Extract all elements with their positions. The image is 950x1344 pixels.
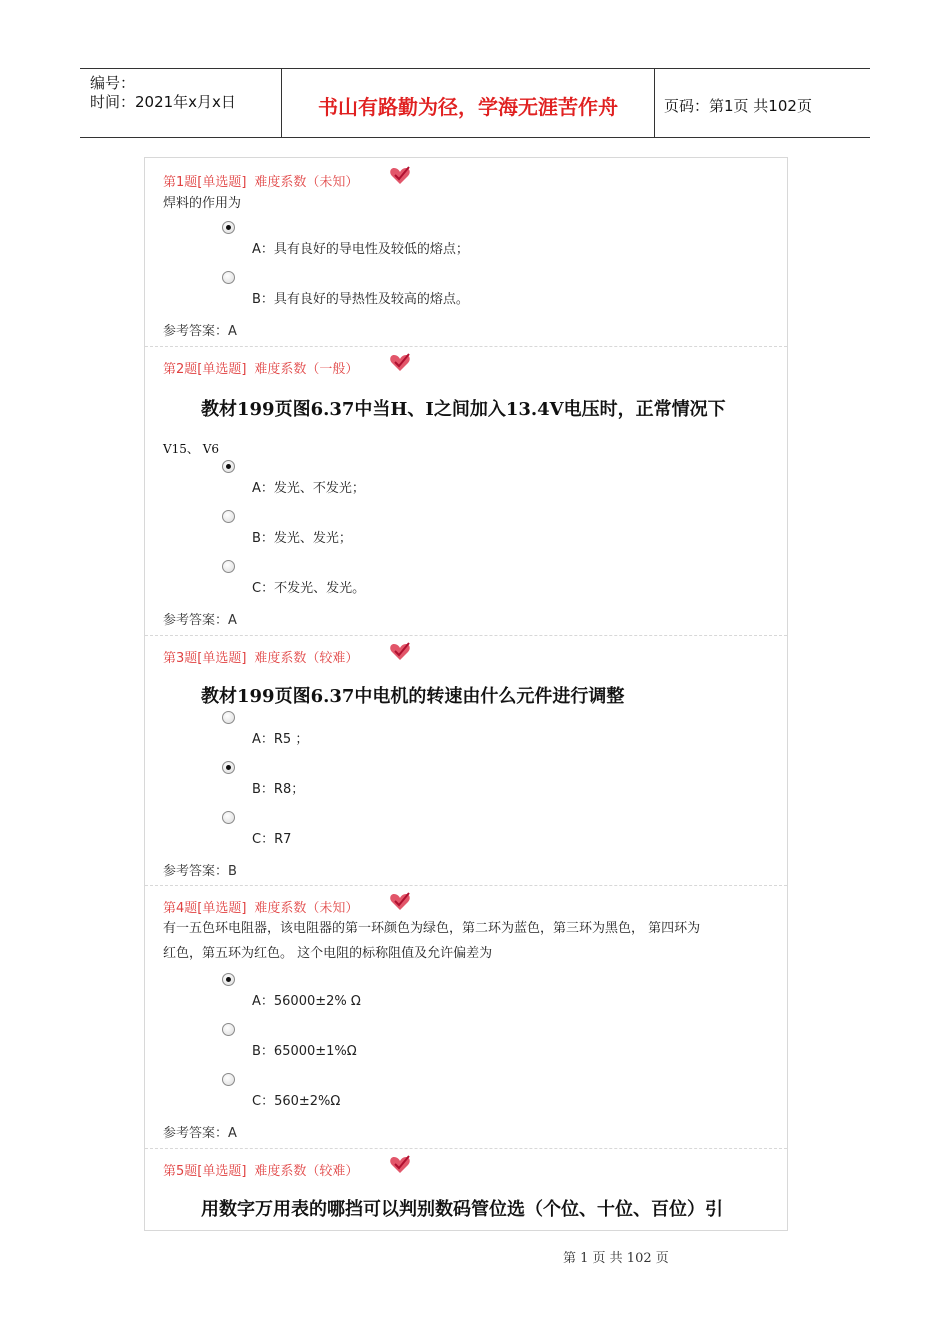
option-a-label: A：R5 ； xyxy=(252,732,309,747)
header-time-label: 时间：2021年x月x日 xyxy=(90,93,236,111)
option-b-radio[interactable] xyxy=(222,761,235,774)
difficulty-label: 难度系数（未知） xyxy=(254,175,359,190)
heart-check-icon xyxy=(389,1155,411,1175)
option-c-radio[interactable] xyxy=(222,1073,235,1086)
option-a-radio[interactable] xyxy=(222,711,235,724)
question-text: 焊料的作用为 xyxy=(163,196,242,211)
reference-answer: 参考答案：A xyxy=(163,324,237,339)
option-c-radio[interactable] xyxy=(222,560,235,573)
question-2 xyxy=(145,347,787,636)
question-text: 教材199页图6.37中当H、I之间加入13.4V电压时，正常情况下 xyxy=(201,399,726,420)
page-footer: 第 1 页 共 102 页 xyxy=(563,1251,669,1266)
option-b-radio[interactable] xyxy=(222,510,235,523)
question-3 xyxy=(145,636,787,886)
option-c-radio[interactable] xyxy=(222,811,235,824)
heart-check-icon xyxy=(389,892,411,912)
option-a-label: A：发光、不发光； xyxy=(252,481,365,496)
question-list xyxy=(144,157,788,1231)
question-header xyxy=(163,171,358,190)
header-page-info: 页码：第1页 共102页 xyxy=(664,97,812,115)
option-b-radio[interactable] xyxy=(222,271,235,284)
question-text-continued: 红色，第五环为红色。 这个电阻的标称阻值及允许偏差为 xyxy=(163,946,493,961)
option-a-radio[interactable] xyxy=(222,221,235,234)
difficulty-label: 难度系数（较难） xyxy=(254,651,359,666)
option-c-label: C：560±2%Ω xyxy=(252,1094,341,1109)
option-a-radio[interactable] xyxy=(222,460,235,473)
header-right-cell xyxy=(654,69,870,137)
page-header xyxy=(80,68,870,138)
option-c-label: C：R7 xyxy=(252,832,292,847)
reference-answer: 参考答案：A xyxy=(163,1126,237,1141)
header-number-label: 编号： xyxy=(90,74,136,92)
question-header xyxy=(163,897,358,916)
difficulty-label: 难度系数（较难） xyxy=(254,1164,359,1179)
question-number: 第2题[单选题] xyxy=(163,362,247,377)
option-b-label: B：发光、发光； xyxy=(252,531,352,546)
heart-check-icon xyxy=(389,166,411,186)
header-left-cell xyxy=(80,69,280,137)
option-b-label: B：65000±1%Ω xyxy=(252,1044,357,1059)
question-text: 教材199页图6.37中电机的转速由什么元件进行调整 xyxy=(201,686,625,707)
question-number: 第3题[单选题] xyxy=(163,651,247,666)
option-b-radio[interactable] xyxy=(222,1023,235,1036)
option-b-label: B：具有良好的导热性及较高的熔点。 xyxy=(252,292,469,307)
question-1 xyxy=(145,158,787,347)
option-a-radio[interactable] xyxy=(222,973,235,986)
question-text: 用数字万用表的哪挡可以判别数码管位选（个位、十位、百位）引 xyxy=(201,1199,723,1220)
question-number: 第1题[单选题] xyxy=(163,175,247,190)
header-motto: 书山有路勤为径，学海无涯苦作舟 xyxy=(318,95,618,119)
question-number: 第4题[单选题] xyxy=(163,901,247,916)
reference-answer: 参考答案：A xyxy=(163,613,237,628)
option-c-label: C：不发光、发光。 xyxy=(252,581,366,596)
question-header xyxy=(163,647,358,666)
difficulty-label: 难度系数（未知） xyxy=(254,901,359,916)
heart-check-icon xyxy=(389,353,411,373)
question-number: 第5题[单选题] xyxy=(163,1164,247,1179)
option-b-label: B：R8； xyxy=(252,782,305,797)
option-a-label: A：56000±2% Ω xyxy=(252,994,361,1009)
question-text: 有一五色环电阻器，该电阻器的第一环颜色为绿色，第二环为蓝色，第三环为黑色， 第四环为 xyxy=(163,921,701,936)
header-middle-cell xyxy=(281,69,655,137)
question-header xyxy=(163,358,358,377)
question-text-continued: V15、 V6 xyxy=(163,442,220,456)
difficulty-label: 难度系数（一般） xyxy=(254,362,359,377)
reference-answer: 参考答案：B xyxy=(163,864,237,879)
question-header xyxy=(163,1160,358,1179)
option-a-label: A：具有良好的导电性及较低的熔点； xyxy=(252,242,469,257)
question-5 xyxy=(145,1149,787,1231)
heart-check-icon xyxy=(389,642,411,662)
question-4 xyxy=(145,886,787,1149)
